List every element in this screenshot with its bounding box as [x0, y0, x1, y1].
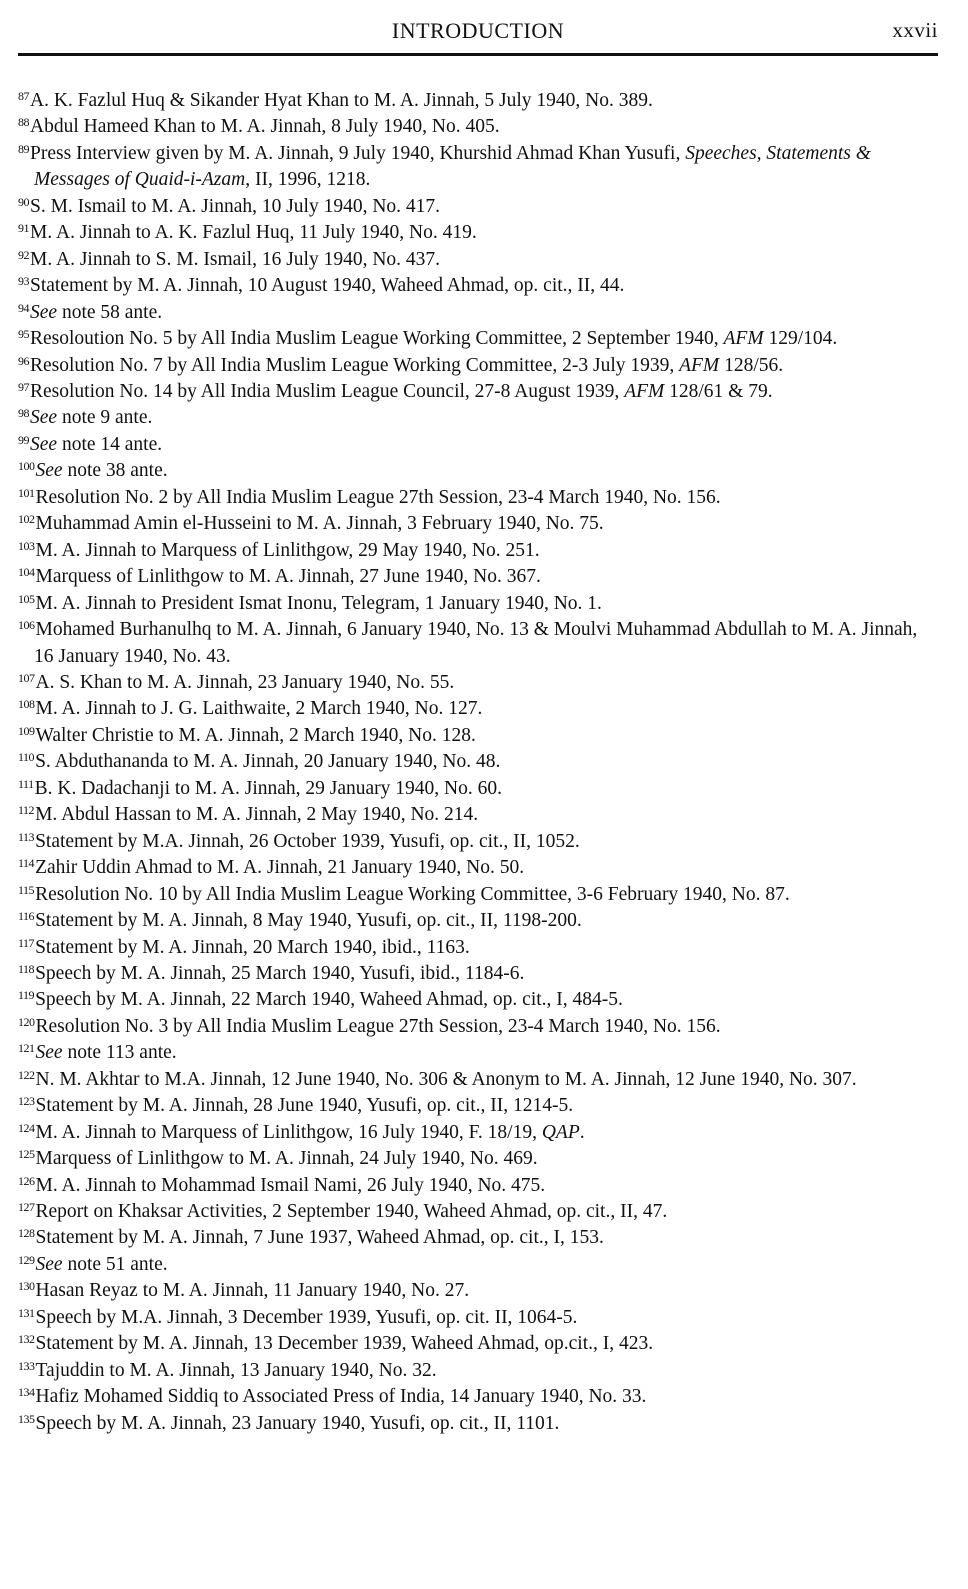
footnote-italic-text: AFM: [624, 380, 665, 402]
footnote-number: 109: [18, 723, 35, 738]
footnote-number: 135: [18, 1411, 35, 1426]
footnote-number: 89: [18, 141, 29, 156]
footnote: [18, 220, 938, 246]
footnote-text: M. A. Jinnah to J. G. Laithwaite, 2 March 1940, No. 127.: [35, 698, 483, 720]
footnote: [18, 273, 938, 299]
footnote-number: 102: [18, 512, 35, 527]
footnote: [18, 882, 938, 908]
footnote-number: 127: [18, 1200, 35, 1215]
footnote-text: Resolution No. 10 by All India Muslim League Working Committee, 3-6 February 1940, No. 87.: [35, 883, 790, 905]
footnote-text: Speech by M. A. Jinnah, 22 March 1940, Waheed Ahmad, op. cit., I, 484-5.: [35, 989, 623, 1011]
footnote-number: 116: [18, 909, 35, 924]
footnote-text: note 58 ante.: [57, 301, 163, 323]
footnote: [18, 1358, 938, 1384]
footnote-text: Abdul Hameed Khan to M. A. Jinnah, 8 July 1940, No. 405.: [30, 116, 500, 138]
footnote-text: 129/104.: [763, 328, 838, 350]
footnote: [18, 1173, 938, 1199]
footnote-number: 95: [18, 327, 29, 342]
footnote: [18, 141, 938, 194]
footnote-text: M. A. Jinnah to Marquess of Linlithgow, 29 May 1940, No. 251.: [35, 539, 540, 561]
footnote: [18, 908, 938, 934]
footnote: [18, 1278, 938, 1304]
footnote: [18, 1305, 938, 1331]
footnote-number: 131: [18, 1305, 35, 1320]
footnote-text: Resolution No. 14 by All India Muslim League Council, 27-8 August 1939,: [30, 380, 625, 402]
page-number: xxvii: [892, 18, 938, 42]
footnote-italic-text: See: [35, 1253, 63, 1275]
footnote: [18, 88, 938, 114]
footnote-number: 113: [18, 829, 35, 844]
footnote: [18, 1040, 938, 1066]
footnote-number: 96: [18, 353, 29, 368]
footnote: [18, 432, 938, 458]
footnote: [18, 1067, 938, 1093]
footnote-number: 126: [18, 1173, 35, 1188]
footnote-number: 98: [18, 406, 29, 421]
footnote-italic-text: AFM: [723, 328, 764, 350]
footnote: [18, 961, 938, 987]
footnote-list: [18, 88, 938, 1437]
footnote: [18, 802, 938, 828]
footnote: [18, 1331, 938, 1357]
footnote-text: Tajuddin to M. A. Jinnah, 13 January 1940, No. 32.: [35, 1359, 437, 1381]
footnote: [18, 855, 938, 881]
footnote-text: N. M. Akhtar to M.A. Jinnah, 12 June 1940, No. 306 & Anonym to M. A. Jinnah, 12 June 1940, No. 307.: [35, 1068, 857, 1090]
footnote-text: note 9 ante.: [57, 407, 153, 429]
footnote-text: Statement by M. A. Jinnah, 13 December 1939, Waheed Ahmad, op.cit., I, 423.: [35, 1333, 654, 1355]
page-header: [18, 14, 938, 48]
footnote-text: Walter Christie to M. A. Jinnah, 2 March 1940, No. 128.: [35, 724, 476, 746]
footnote-number: 105: [18, 591, 35, 606]
footnote: [18, 670, 938, 696]
footnote-number: 88: [18, 115, 29, 130]
footnote-number: 108: [18, 697, 35, 712]
footnote: [18, 1225, 938, 1251]
footnote-text: Mohamed Burhanulhq to M. A. Jinnah, 6 January 1940, No. 13 & Moulvi Muhammad Abdullah to M. A. Jinnah, 16 January 1940, No. 43.: [34, 619, 918, 667]
footnote: [18, 326, 938, 352]
footnote-number: 115: [18, 882, 35, 897]
footnote-text: Speech by M.A. Jinnah, 3 December 1939, Yusufi, op. cit. II, 1064-5.: [35, 1306, 578, 1328]
footnote-italic-text: See: [35, 460, 63, 482]
footnote-text: note 113 ante.: [62, 1042, 177, 1064]
footnote-text: Hafiz Mohamed Siddiq to Associated Press of India, 14 January 1940, No. 33.: [35, 1386, 647, 1408]
footnote-text: Statement by M. A. Jinnah, 7 June 1937, Waheed Ahmad, op. cit., I, 153.: [35, 1227, 604, 1249]
footnote-text: M. A. Jinnah to Mohammad Ismail Nami, 26 July 1940, No. 475.: [35, 1174, 546, 1196]
footnote-number: 87: [18, 89, 29, 103]
footnote-text: Report on Khaksar Activities, 2 September 1940, Waheed Ahmad, op. cit., II, 47.: [35, 1201, 668, 1223]
footnote: [18, 300, 938, 326]
footnote-number: 125: [18, 1147, 35, 1162]
footnote-text: B. K. Dadachanji to M. A. Jinnah, 29 January 1940, No. 60.: [34, 777, 503, 799]
footnote-text: S. Abduthananda to M. A. Jinnah, 20 January 1940, No. 48.: [35, 751, 501, 773]
footnote-text: Marquess of Linlithgow to M. A. Jinnah, 27 June 1940, No. 367.: [35, 566, 541, 588]
footnote: [18, 379, 938, 405]
footnote: [18, 1199, 938, 1225]
footnote-text: Hasan Reyaz to M. A. Jinnah, 11 January 1940, No. 27.: [35, 1280, 470, 1302]
footnote-text: , II, 1996, 1218.: [245, 169, 371, 191]
footnote: [18, 353, 938, 379]
footnote-italic-text: See: [30, 407, 58, 429]
footnote-italic-text: See: [30, 433, 58, 455]
footnote-text: A. S. Khan to M. A. Jinnah, 23 January 1940, No. 55.: [35, 671, 455, 693]
footnote-number: 111: [18, 776, 34, 791]
footnote-text: Speech by M. A. Jinnah, 23 January 1940, Yusufi, op. cit., II, 1101.: [35, 1412, 560, 1434]
footnote: [18, 194, 938, 220]
footnote-text: M. A. Jinnah to Marquess of Linlithgow, 16 July 1940, F. 18/19,: [35, 1121, 542, 1143]
footnote: [18, 935, 938, 961]
footnote-italic-text: See: [30, 301, 58, 323]
footnote: [18, 749, 938, 775]
footnote-number: 121: [18, 1041, 35, 1056]
footnote-text: Statement by M. A. Jinnah, 8 May 1940, Yusufi, op. cit., II, 1198-200.: [35, 910, 582, 932]
footnote-number: 94: [18, 300, 29, 315]
footnote-number: 120: [18, 1014, 35, 1029]
footnote-text: .: [579, 1121, 585, 1143]
footnote-text: 128/61 & 79.: [664, 380, 773, 402]
footnote-number: 107: [18, 670, 35, 685]
footnote-text: Zahir Uddin Ahmad to M. A. Jinnah, 21 January 1940, No. 50.: [35, 857, 525, 879]
footnote-number: 104: [18, 565, 35, 580]
footnote-number: 133: [18, 1358, 35, 1373]
footnote-number: 110: [18, 750, 35, 765]
footnote-text: Resolution No. 2 by All India Muslim League 27th Session, 23-4 March 1940, No. 156.: [35, 486, 721, 508]
footnote-text: Resolution No. 3 by All India Muslim League 27th Session, 23-4 March 1940, No. 156.: [35, 1015, 721, 1037]
footnote-number: 117: [18, 935, 35, 950]
footnote-number: 130: [18, 1279, 35, 1294]
footnote-text: note 38 ante.: [62, 460, 168, 482]
footnote-number: 132: [18, 1332, 35, 1347]
footnote-text: Resolution No. 7 by All India Muslim League Working Committee, 2-3 July 1939,: [30, 354, 680, 376]
footnote-text: 128/56.: [719, 354, 784, 376]
footnote-number: 123: [18, 1094, 35, 1109]
footnote-number: 101: [18, 485, 35, 500]
footnote-text: Press Interview given by M. A. Jinnah, 9 July 1940, Khurshid Ahmad Khan Yusufi,: [30, 142, 686, 164]
footnote-text: note 14 ante.: [57, 433, 163, 455]
footnote: [18, 458, 938, 484]
footnote-text: Statement by M. A. Jinnah, 28 June 1940, Yusufi, op. cit., II, 1214-5.: [35, 1095, 574, 1117]
footnote: [18, 987, 938, 1013]
footnote-number: 97: [18, 379, 29, 394]
footnote: [18, 405, 938, 431]
footnote: [18, 591, 938, 617]
footnote-number: 92: [18, 247, 29, 262]
footnote-number: 112: [18, 803, 35, 818]
footnote: [18, 776, 938, 802]
footnote: [18, 1384, 938, 1410]
footnote: [18, 1146, 938, 1172]
footnote: [18, 1014, 938, 1040]
footnote: [18, 1411, 938, 1437]
footnote-number: 103: [18, 538, 35, 553]
footnote-text: Statement by M. A. Jinnah, 10 August 1940, Waheed Ahmad, op. cit., II, 44.: [30, 275, 625, 297]
footnote: [18, 1252, 938, 1278]
footnote-italic-text: QAP: [541, 1121, 580, 1143]
footnote-text: Marquess of Linlithgow to M. A. Jinnah, 24 July 1940, No. 469.: [35, 1148, 538, 1170]
footnote-number: 93: [18, 274, 29, 289]
footnote-number: 118: [18, 961, 35, 976]
footnote: [18, 485, 938, 511]
footnote: [18, 723, 938, 749]
footnote-italic-text: AFM: [679, 354, 720, 376]
footnote-number: 100: [18, 459, 35, 474]
footnote-number: 91: [18, 221, 29, 236]
footnote-number: 128: [18, 1226, 35, 1241]
footnote-text: M. A. Jinnah to A. K. Fazlul Huq, 11 July 1940, No. 419.: [30, 222, 477, 244]
footnote-text: note 51 ante.: [62, 1253, 168, 1275]
footnote-number: 90: [18, 194, 29, 209]
footnote-text: Muhammad Amin el-Husseini to M. A. Jinnah, 3 February 1940, No. 75.: [35, 513, 604, 535]
footnote-number: 119: [18, 988, 35, 1003]
footnote-text: A. K. Fazlul Huq & Sikander Hyat Khan to M. A. Jinnah, 5 July 1940, No. 389.: [30, 90, 653, 111]
footnote: [18, 564, 938, 590]
footnote-number: 129: [18, 1252, 35, 1267]
footnote: [18, 247, 938, 273]
footnote-italic-text: See: [35, 1042, 63, 1064]
footnote-number: 106: [18, 618, 35, 633]
footnote-text: M. A. Jinnah to President Ismat Inonu, Telegram, 1 January 1940, No. 1.: [35, 592, 602, 614]
footnote: [18, 696, 938, 722]
footnote-text: M. Abdul Hassan to M. A. Jinnah, 2 May 1940, No. 214.: [35, 804, 479, 826]
footnote: [18, 114, 938, 140]
footnote-italic-text: Speeches, Statements & Messages of Quaid-i-Azam: [34, 142, 871, 191]
header-rule: [18, 53, 938, 56]
footnote: [18, 511, 938, 537]
footnote: [18, 1120, 938, 1146]
footnote-text: Speech by M. A. Jinnah, 25 March 1940, Yusufi, ibid., 1184-6.: [35, 962, 525, 984]
footnote-text: S. M. Ismail to M. A. Jinnah, 10 July 1940, No. 417.: [30, 195, 441, 217]
footnote-number: 122: [18, 1067, 35, 1082]
footnote-text: Resoloution No. 5 by All India Muslim League Working Committee, 2 September 1940,: [30, 328, 724, 350]
running-title: INTRODUCTION: [391, 18, 565, 43]
footnote: [18, 1093, 938, 1119]
footnote-number: 134: [18, 1385, 35, 1400]
footnote: [18, 617, 938, 670]
footnote-number: 114: [18, 856, 35, 871]
footnote-text: Statement by M.A. Jinnah, 26 October 1939, Yusufi, op. cit., II, 1052.: [35, 830, 580, 852]
footnote-number: 99: [18, 432, 29, 447]
footnote-text: M. A. Jinnah to S. M. Ismail, 16 July 1940, No. 437.: [30, 248, 441, 270]
footnote-number: 124: [18, 1120, 35, 1135]
footnote: [18, 538, 938, 564]
footnote: [18, 829, 938, 855]
footnote-text: Statement by M. A. Jinnah, 20 March 1940, ibid., 1163.: [35, 936, 470, 958]
